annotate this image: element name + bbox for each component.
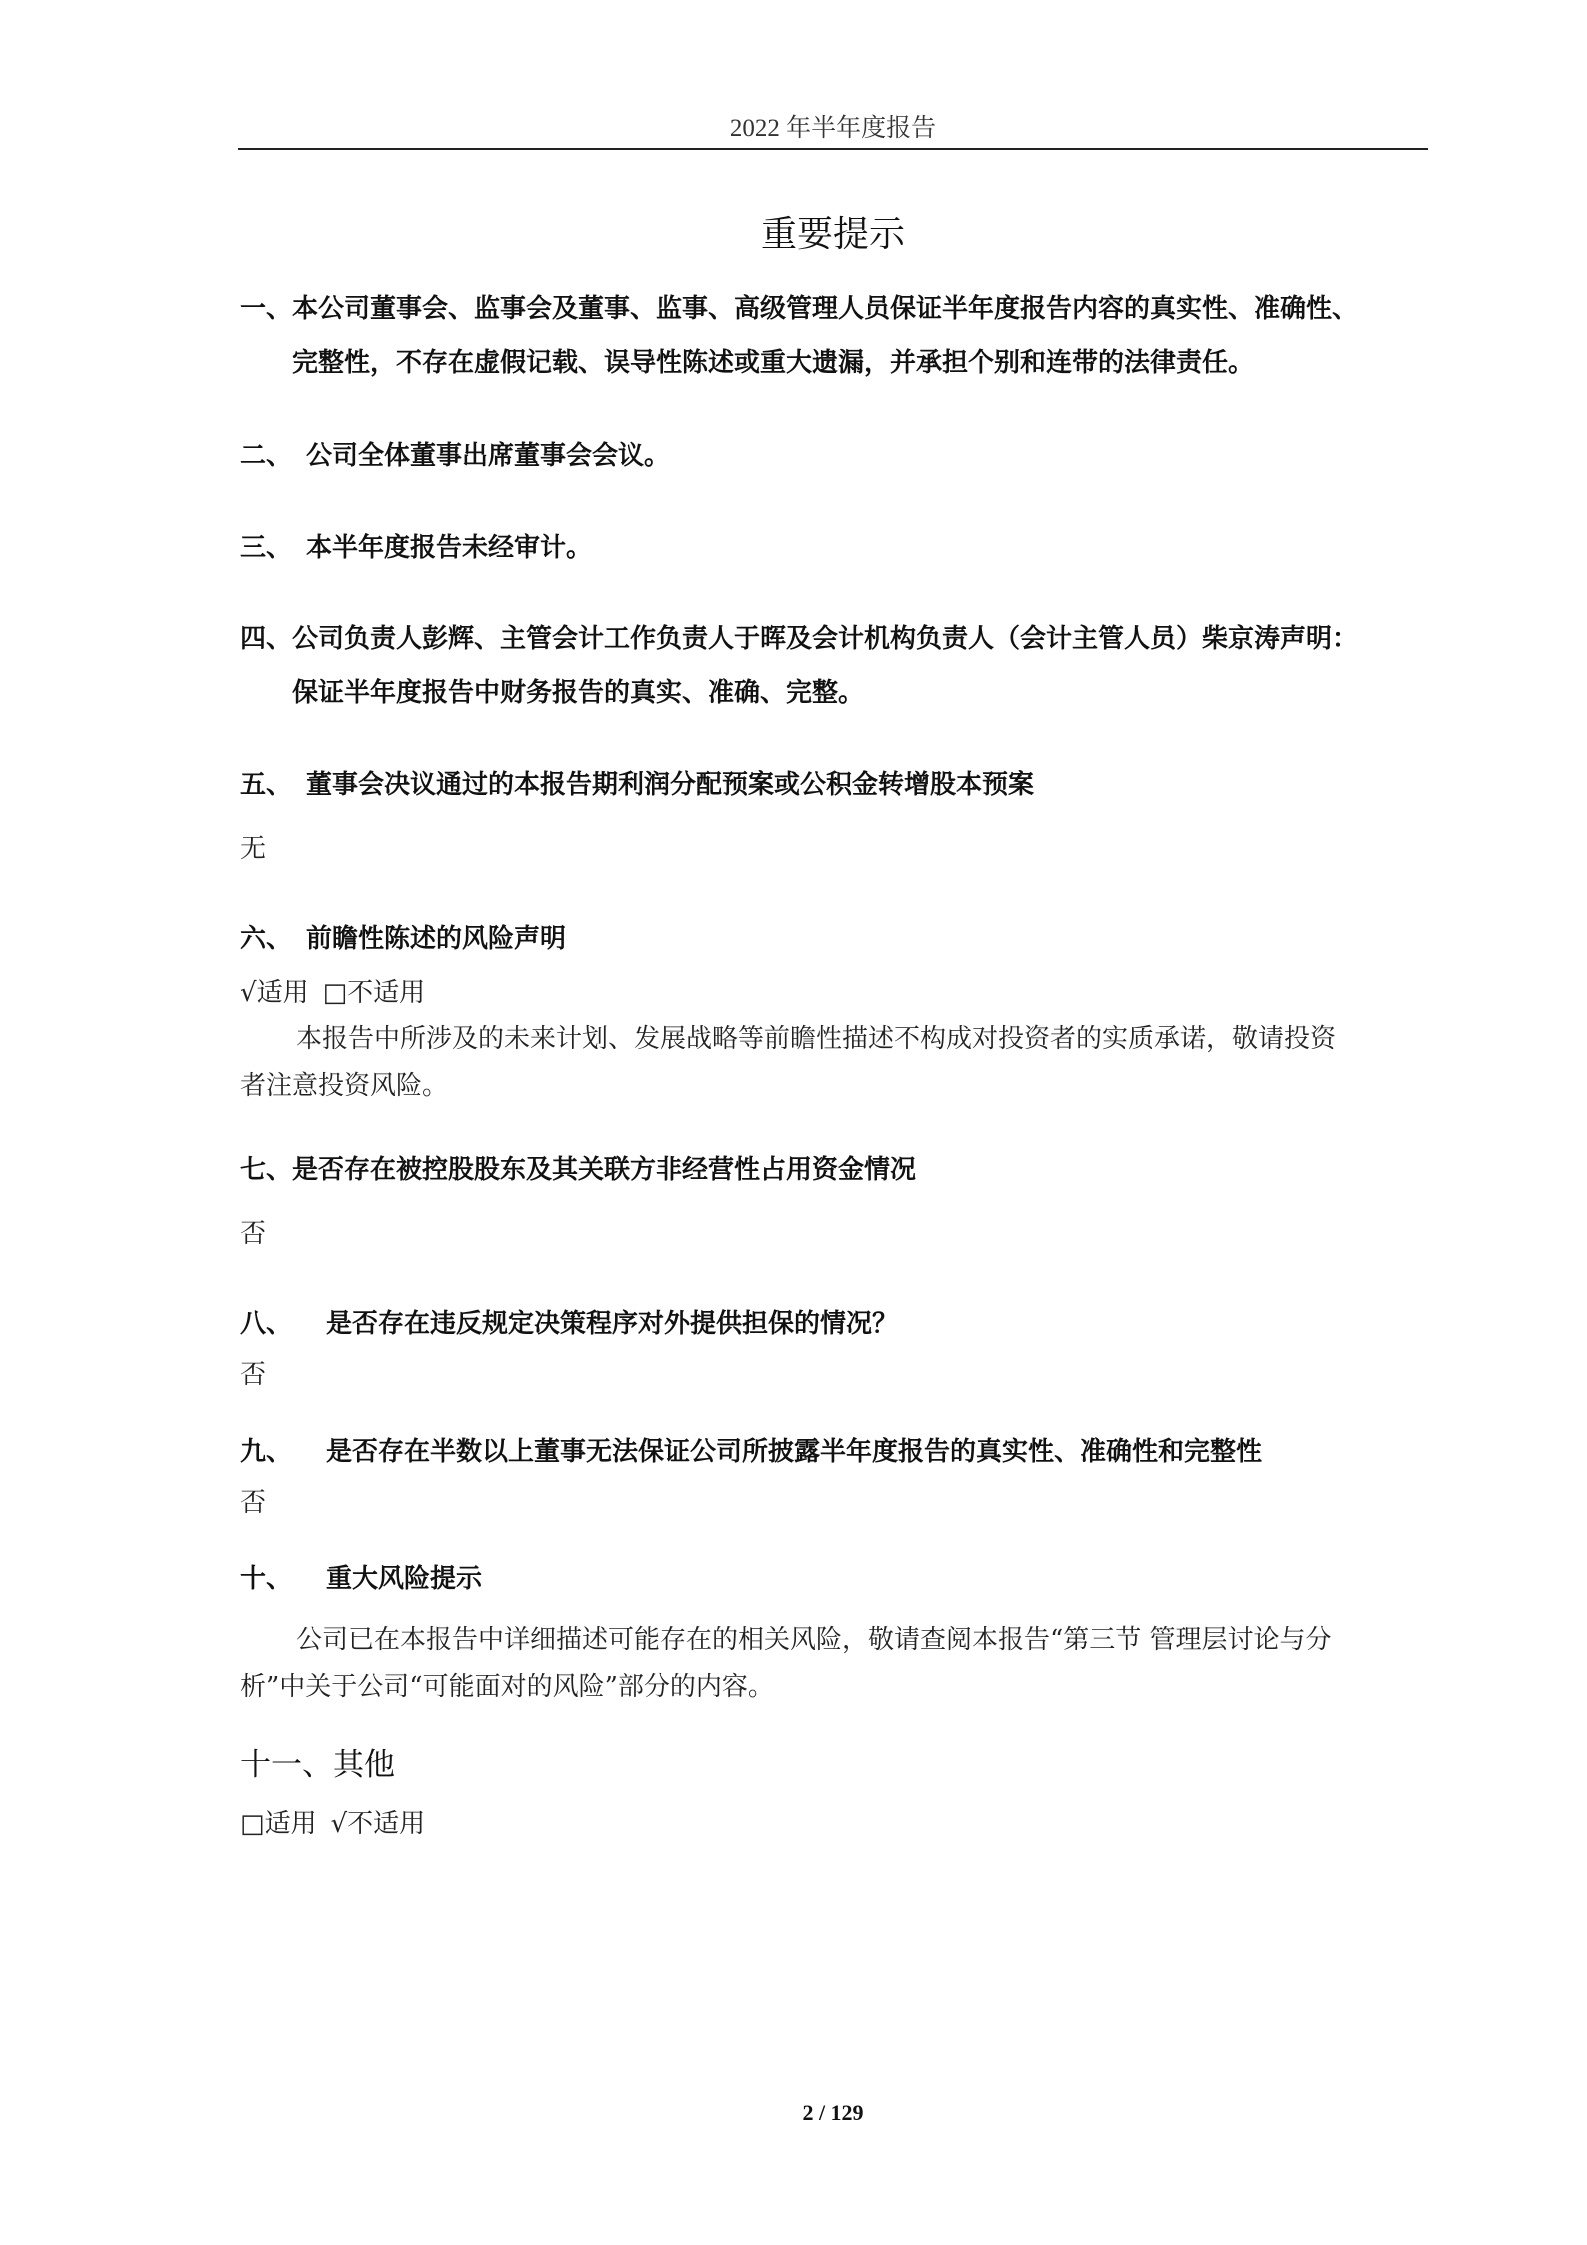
item-4-text-1: 公司负责人彭辉、主管会计工作负责人于晖及会计机构负责人（会计主管人员）柴京涛声明： xyxy=(292,624,1359,654)
page-number: 2 / 129 xyxy=(802,2100,864,2125)
item-1-number: 一、 xyxy=(240,294,293,324)
item-3-text: 本半年度报告未经审计。 xyxy=(306,533,593,563)
item-6-text: 前瞻性陈述的风险声明 xyxy=(306,924,567,954)
item-11-not-applicable-checked: √不适用 xyxy=(330,1809,426,1839)
item-9-text: 是否存在半数以上董事无法保证公司所披露半年度报告的真实性、准确性和完整性 xyxy=(326,1437,1263,1467)
item-4-line-1 xyxy=(240,626,1358,652)
item-11-checkbox-row xyxy=(240,1811,425,1837)
item-11-applicable: □适用 xyxy=(240,1809,317,1839)
item-9-answer: 否 xyxy=(240,1488,267,1518)
item-6-not-applicable: □不适用 xyxy=(322,978,426,1008)
item-4-number: 四、 xyxy=(240,624,293,654)
item-9-number: 九、 xyxy=(240,1437,293,1467)
item-7-answer: 否 xyxy=(240,1219,267,1249)
item-8 xyxy=(240,1311,898,1337)
item-1-line-1 xyxy=(240,296,1358,322)
item-10-paragraph-line-2: 析”中关于公司“可能面对的风险”部分的内容。 xyxy=(240,1672,774,1702)
item-4-line-2: 保证半年度报告中财务报告的真实、准确、完整。 xyxy=(292,678,865,708)
item-6-paragraph-line-1: 本报告中所涉及的未来计划、发展战略等前瞻性描述不构成对投资者的实质承诺，敬请投资 xyxy=(296,1024,1337,1054)
item-5-answer: 无 xyxy=(240,834,267,864)
item-3 xyxy=(240,535,592,561)
item-5-number: 五、 xyxy=(240,770,293,800)
item-10-number: 十、 xyxy=(240,1564,293,1594)
item-5-text: 董事会决议通过的本报告期利润分配预案或公积金转增股本预案 xyxy=(306,770,1035,800)
item-2-number: 二、 xyxy=(240,441,293,471)
item-6-number: 六、 xyxy=(240,924,293,954)
item-8-text: 是否存在违反规定决策程序对外提供担保的情况？ xyxy=(326,1309,899,1339)
item-9 xyxy=(240,1439,1262,1465)
item-3-number: 三、 xyxy=(240,533,293,563)
item-6-applicable-checked: √适用 xyxy=(240,978,309,1008)
item-11-text: 其他 xyxy=(333,1747,395,1783)
item-7-number: 七、 xyxy=(240,1155,293,1185)
item-8-answer: 否 xyxy=(240,1360,267,1390)
item-10-text: 重大风险提示 xyxy=(326,1564,483,1594)
item-7-text: 是否存在被控股股东及其关联方非经营性占用资金情况 xyxy=(292,1155,917,1185)
item-1-line-2: 完整性，不存在虚假记载、误导性陈述或重大遗漏，并承担个别和连带的法律责任。 xyxy=(292,348,1255,378)
item-10-paragraph-line-1: 公司已在本报告中详细描述可能存在的相关风险，敬请查阅本报告“第三节 管理层讨论与分 xyxy=(296,1625,1332,1655)
item-5 xyxy=(240,772,1034,798)
header-divider xyxy=(238,148,1428,150)
running-header: 2022 年半年度报告 xyxy=(729,115,937,142)
item-6-checkbox-row xyxy=(240,980,425,1006)
item-6-paragraph-line-2: 者注意投资风险。 xyxy=(240,1071,449,1101)
item-2 xyxy=(240,443,670,469)
item-7 xyxy=(240,1157,916,1183)
item-11-number: 十一、 xyxy=(240,1747,333,1783)
page-title: 重要提示 xyxy=(760,214,905,255)
item-8-number: 八、 xyxy=(240,1309,293,1339)
item-11 xyxy=(240,1747,395,1783)
item-6 xyxy=(240,926,566,952)
item-10 xyxy=(240,1566,482,1592)
item-1-text-1: 本公司董事会、监事会及董事、监事、高级管理人员保证半年度报告内容的真实性、准确性、 xyxy=(292,294,1359,324)
item-2-text: 公司全体董事出席董事会会议。 xyxy=(306,441,671,471)
